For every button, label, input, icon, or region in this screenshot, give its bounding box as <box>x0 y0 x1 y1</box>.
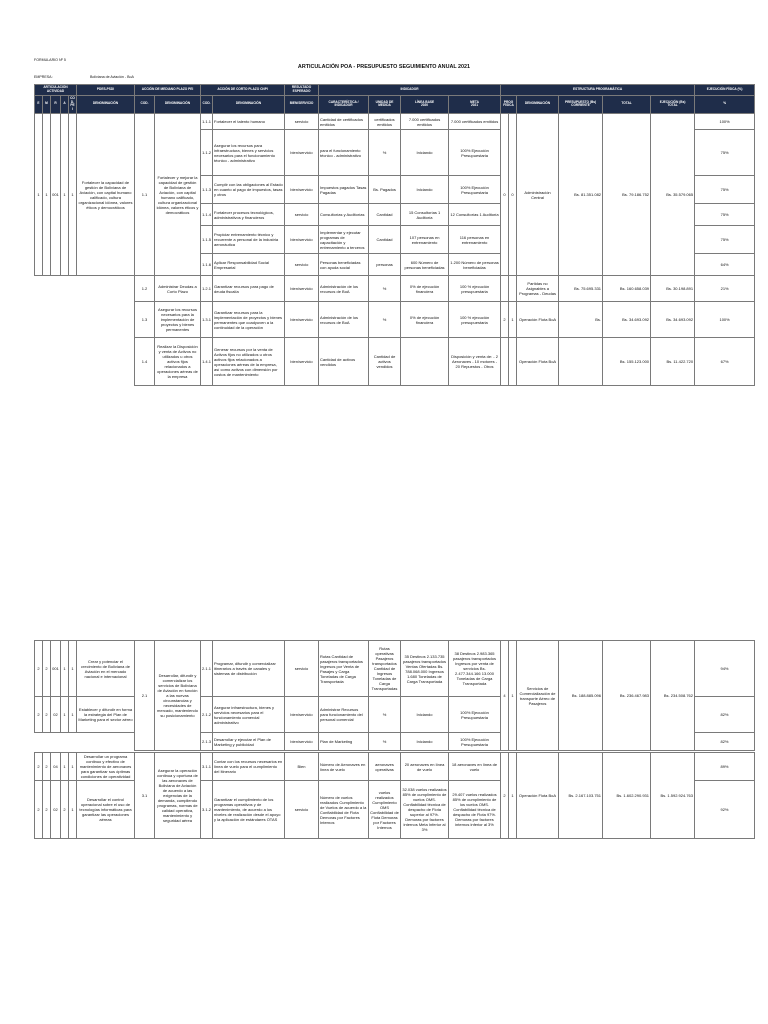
row-code: 3.1.2 <box>201 781 213 839</box>
header-col-a: A <box>61 95 69 113</box>
row-tipo: bien/servicio <box>285 733 319 751</box>
row-ind: Administrar Recursos para funcionamiento del personal comercial <box>319 697 369 733</box>
row-code: 1.1.3 <box>201 176 213 204</box>
prog-corriente-1: Bs. 81.351.082 <box>559 114 603 276</box>
row-code: 1.3.1 <box>201 302 213 338</box>
row-base: Iniciando <box>401 697 449 733</box>
row-tipo: bien/servicio <box>285 338 319 386</box>
row-meta: 29.407 vuelos realizados 85% de cumplimiento de los vuelos OMS. Confiabilidad técnica de despacho de Flota 97%. Demoras por factores internos inferior al 3% <box>449 781 501 839</box>
row-ind: Impuestos pagados Tasas Pagadas <box>319 176 369 204</box>
row-pct: 94% <box>695 641 755 697</box>
prog-ejec-4: Bs. 11.422.720 <box>651 338 695 386</box>
row-pct: 75% <box>695 204 755 226</box>
art-cell-pei: 1 <box>69 114 77 276</box>
pei-desc-1: Fortalecer y mejorar la capacidad de gestión de Boliviana de Aviación, con capital humano calificado, cultura organizacional idónea, valores éticos y democráticos <box>155 114 201 276</box>
row-code: 1.2.1 <box>201 276 213 302</box>
prog-b: 1 <box>509 641 517 751</box>
row-desc: Contar con los recursos necesarios en línea de vuelo para el cumplimiento del Itinerario <box>213 753 285 781</box>
prog-total-3: Bs. 34.693.092 <box>603 302 651 338</box>
pei-desc-3: Asegurar los recursos necesarios para la implementación de proyectos y bienes permanentes <box>155 302 201 338</box>
art-cell-r: 001 <box>51 114 61 276</box>
row-pct: 67% <box>695 338 755 386</box>
row-base: 0% de ejecución financiera <box>401 276 449 302</box>
row-ind: Número de vuelos realizados Cumplimiento de Vuelos de acuerdo a la Confiabilidad de Flota Demoras por Factores Internos <box>319 781 369 839</box>
pei-desc: Asegurar la operación continua y oportuna de las aeronaves de Boliviana de Aviación de acuerdo a las exigencias de la demanda, cumpliendo programas, normas de calidad operativa, mantenimiento y seguridad aérea <box>155 753 201 839</box>
prog-a-1: 0 <box>501 114 509 276</box>
header-denominacion-1: DENOMINACIÓN <box>77 95 135 113</box>
row-meta: Disposición y venta de: - 2 Aeronaves - 10 motores - 20 Repuestos - Otros <box>449 338 501 386</box>
row-meta: 100% Ejecución Presupuestaria <box>449 733 501 751</box>
row-ind: Número de Aeronaves en línea de vuelo <box>319 753 369 781</box>
header-col-m: M <box>43 95 51 113</box>
row-unidad: certificados emitidos <box>369 114 401 130</box>
row-meta: 1.200 Número de personas beneficiadas <box>449 254 501 276</box>
row-tipo: servicio <box>285 114 319 130</box>
row-code: 1.1.6 <box>201 254 213 276</box>
art-cell: 2 <box>35 641 43 697</box>
row-unidad: Bs. Pagados <box>369 176 401 204</box>
row-pct: 82% <box>695 697 755 733</box>
row-desc: Asegurar los recursos para infraestructura, bienes y servicios necesarios para el funcionamiento técnico - administrativo <box>213 130 285 176</box>
art-cell: 001 <box>51 641 61 697</box>
prog-total-1: Bs. 79.186.752 <box>603 114 651 276</box>
row-meta: 100% Ejecución Presupuestaria <box>449 130 501 176</box>
pei-code: 2.1 <box>135 641 155 751</box>
row-unidad: % <box>369 130 401 176</box>
art-cell: 02 <box>51 781 61 839</box>
row-meta: 100% Ejecución Presupuestaria <box>449 697 501 733</box>
art-cell: 2 <box>43 697 51 733</box>
page-title: ARTICULACIÓN POA - PRESUPUESTO SEGUIMIENTO ANUAL 2021 <box>297 64 471 70</box>
row-base: 7.000 certificados emitidos <box>401 114 449 130</box>
row-code: 1.1.2 <box>201 130 213 176</box>
row-meta: 100 % ejecución presupuestaria <box>449 302 501 338</box>
entity-value: Boliviana de Aviación - BoA <box>90 75 134 79</box>
row-tipo: servicio <box>285 781 319 839</box>
form-code: FORMULARIO Nº 5 <box>34 58 66 62</box>
prog-ejec: Bs. 234.508.762 <box>651 641 695 751</box>
spacer-cell <box>35 276 135 302</box>
row-desc: Programar, difundir y comercializar itinerarios a través de canales y sistemas de distribución <box>213 641 285 697</box>
pei-desc-2: Administrar Deudas a Corto Plazo <box>155 276 201 302</box>
prog-corriente: Bs. 188.885.096 <box>559 641 603 751</box>
art-cell: 04 <box>51 753 61 781</box>
row-meta: 100 % ejecución presupuestaria <box>449 276 501 302</box>
row-desc: Fortalecer el talento humano <box>213 114 285 130</box>
row-code: 1.1.4 <box>201 204 213 226</box>
row-desc: Garantizar el cumplimiento de los programas operativos y de mantenimiento, de acuerdo a los niveles de realización desde el apoyo y la aplicación de estándares OTAS <box>213 781 285 839</box>
row-base: Iniciando <box>401 130 449 176</box>
prog-a-3: 2 <box>501 302 509 338</box>
row-desc: Asegurar infraestructura, bienes y servicios necesarios para el funcionamiento comercial administrativo <box>213 697 285 733</box>
pei-code-3: 1.3 <box>135 302 155 338</box>
header-col-e: E <box>35 95 43 113</box>
prog-a-2 <box>501 276 509 302</box>
row-desc: Garantizar recursos para la implementación de proyectos y bienes permanentes que coadyuven a la continuidad de la operación <box>213 302 285 338</box>
art-cell: 1 <box>69 781 77 839</box>
row-pct: 89% <box>695 753 755 781</box>
header-articulacion: ARTICULACIÓN ACTIVIDAD <box>35 85 77 96</box>
row-unidad: % <box>369 302 401 338</box>
row-unidad: % <box>369 276 401 302</box>
poa-table-top <box>34 84 755 386</box>
row-pct: 92% <box>695 781 755 839</box>
row-meta: 38 Destinos 2.983.365 pasajeros transportados Ingresos por venta de servicios Bs. 2.477.344.166 13.000 Toneladas de Carga Transportada <box>449 641 501 697</box>
row-unidad: vuelos realizados Cumplimiento OMS Confiabilidad de Flota Demoras por Factores Internos <box>369 781 401 839</box>
prog-total-2: Bs. 160.658.039 <box>603 276 651 302</box>
header-indicador: INDICADOR <box>319 85 501 96</box>
row-pct: 100% <box>695 302 755 338</box>
row-tipo: Bien <box>285 753 319 781</box>
header-ind-unidad: UNIDAD DE MEDIDA <box>369 95 401 113</box>
row-base: Iniciando <box>401 733 449 751</box>
art-cell-a: 1 <box>61 114 69 276</box>
row-desc: Aplicar Responsabilidad Social Empresarial <box>213 254 285 276</box>
prog-name-2: Partidas no Asignables a Programas - Deudas <box>517 276 559 302</box>
header-pct: % <box>695 95 755 113</box>
row-base: 107 personas en entrenamiento <box>401 226 449 254</box>
header-ejecucion: EJECUCIÓN FÍSICA (%) <box>695 85 755 96</box>
row-base: 600 Número de personas beneficiadas <box>401 254 449 276</box>
row-code: 2.1.3 <box>201 733 213 751</box>
prog-total: Bs. 1.602.290.931 <box>603 753 651 839</box>
row-code: 1.1.5 <box>201 226 213 254</box>
art-cell: 02 <box>51 697 61 733</box>
prog-total: Bs. 236.467.983 <box>603 641 651 751</box>
art-cell: 2 <box>43 753 51 781</box>
row-code: 2.1.2 <box>201 697 213 733</box>
row-desc: Propiciar entrenamiento técnico y recurrente a personal de la industria aeronáutica <box>213 226 285 254</box>
art-description: Desarrollar el control operacional sobre el uso de tecnologías informáticas para garantizar las operaciones aéreas <box>77 781 135 839</box>
row-tipo: bien/servicio <box>285 226 319 254</box>
prog-corriente-3: Bs. <box>559 302 603 338</box>
row-tipo: servicio <box>285 204 319 226</box>
pei-code-4: 1.4 <box>135 338 155 386</box>
row-ind: Consultorías y Auditorías <box>319 204 369 226</box>
row-desc: Fortalecer procesos tecnológicos, administrativos y financieros <box>213 204 285 226</box>
art-cell: 1 <box>61 641 69 697</box>
header-corriente: PRESUPUESTO (Bs) CORRIENTE <box>559 95 603 113</box>
header-estructura: ESTRUCTURA PROGRAMÁTICA <box>501 85 695 96</box>
prog-ejec-3: Bs. 34.693.092 <box>651 302 695 338</box>
art-cell: 1 <box>69 641 77 697</box>
art-description: Desarrollar un programa continuo y efectivo de mantenimiento de aeronaves para garantizar sus óptimas condiciones de operatividad <box>77 753 135 781</box>
row-code: 3.1.1 <box>201 753 213 781</box>
row-pct: 82% <box>695 733 755 751</box>
prog-a: 4 <box>501 641 509 751</box>
pei-code: 3.1 <box>135 753 155 839</box>
row-tipo: servicio <box>285 254 319 276</box>
row-ind: Plan de Marketing <box>319 733 369 751</box>
row-tipo: bien/servicio <box>285 276 319 302</box>
prog-b-4 <box>509 338 517 386</box>
row-base: Iniciando <box>401 176 449 204</box>
header-denom-prog: DENOMINACIÓN <box>517 95 559 113</box>
row-base <box>401 338 449 386</box>
row-ind: para el funcionamiento técnico - administrativo <box>319 130 369 176</box>
prog-corriente: Bs. 2.167.103.751 <box>559 753 603 839</box>
row-meta: 18 aeronaves en línea de vuelo <box>449 753 501 781</box>
prog-ejec-2: Bs. 30.198.891 <box>651 276 695 302</box>
row-ind: Implementar y ejecutar programas de capacitación y entrenamiento a terceros <box>319 226 369 254</box>
row-base: 20 aeronaves en línea de vuelo <box>401 753 449 781</box>
spacer-cell <box>35 338 135 386</box>
art-description: Fortalecer la capacidad de gestión de Boliviana de Aviación, con capital humano calificado, cultura organizacional idónea, valores éticos y democráticos <box>77 114 135 276</box>
prog-b: 1 <box>509 753 517 839</box>
art-cell: 2 <box>35 697 43 733</box>
row-base: 15 Consultorías 1 Auditoría <box>401 204 449 226</box>
prog-total-4: Bs. 155.123.000 <box>603 338 651 386</box>
row-base: 35 Destinos 2.133.735 pasajeros transportados Ventas Ofertadas Bs. 788.068.000 Ingresos 1.680 Toneladas de Carga Transportada <box>401 641 449 697</box>
art-cell: 2 <box>35 781 43 839</box>
pei-code-2: 1.2 <box>135 276 155 302</box>
prog-name-3: Operación Flota BoA <box>517 302 559 338</box>
row-meta: 100% Ejecución Presupuestaria <box>449 176 501 204</box>
header-meta: META 2021 <box>449 95 501 113</box>
row-unidad: % <box>369 733 401 751</box>
art-cell: 1 <box>69 753 77 781</box>
art-description: Crear y potenciar el crecimiento de Boliviana de Aviación en el mercado nacional e internacional <box>77 641 135 697</box>
header-tipo: BIEN/SERVICIO <box>285 95 319 113</box>
art-cell: 1 <box>61 753 69 781</box>
row-base: 32.038 vuelos realizados 85% de cumplimiento de vuelos OMS. Confiabilidad técnica de despacho de Flota superior al 97%. Demoras por factores internos Meta Inferior al 3% <box>401 781 449 839</box>
header-ind-desc: CARACTERÍSTICA / INDICADOR <box>319 95 369 113</box>
entity-label: EMPRESA: <box>34 75 53 79</box>
header-prog-fisica: PROG FÍSICA <box>501 95 517 113</box>
prog-a-4 <box>501 338 509 386</box>
art-description: Establecer y difundir en forma la estrategia del Plan de Marketing para el sector aéreo <box>77 697 135 733</box>
row-desc: Garantizar recursos para pago de deuda fiscalía <box>213 276 285 302</box>
art-cell: 2 <box>35 753 43 781</box>
prog-ejec-1: Bs. 35.579.065 <box>651 114 695 276</box>
spacer-cell <box>35 302 135 338</box>
poa-table-mid <box>34 640 755 751</box>
row-unidad: % <box>369 697 401 733</box>
row-pct: 64% <box>695 254 755 276</box>
row-tipo: servicio <box>285 641 319 697</box>
prog-name-1: Administración Central <box>517 114 559 276</box>
prog-corriente-4 <box>559 338 603 386</box>
header-cod-1: COD. <box>135 95 155 113</box>
header-resultado: RESULTADO ESPERADO <box>285 85 319 96</box>
header-accion-corto: ACCIÓN DE CORTO PLAZO CNPI <box>201 85 285 96</box>
prog-ejec: Bs. 1.592.924.763 <box>651 753 695 839</box>
row-tipo: bien/servicio <box>285 697 319 733</box>
row-ind: Administración de los recursos de BoA <box>319 276 369 302</box>
prog-name: Operación Flota BoA <box>517 753 559 839</box>
row-unidad: Cantidad <box>369 204 401 226</box>
header-pdes: PDES-PSDI <box>77 85 135 96</box>
row-tipo: bien/servicio <box>285 176 319 204</box>
row-meta: 7.000 certificados emitidos <box>449 114 501 130</box>
art-cell: 2 <box>43 641 51 697</box>
header-denominacion-3: DENOMINACIÓN <box>213 95 285 113</box>
row-base: 0% de ejecución financiera <box>401 302 449 338</box>
row-pct: 75% <box>695 226 755 254</box>
pei-desc: Desarrollar, difundir y comercializar los servicios de Boliviana de Aviación en función a las nuevas circunstancias y necesidades de mercado, manteniendo su posicionamiento <box>155 641 201 751</box>
row-tipo: bien/servicio <box>285 130 319 176</box>
header-denominacion-2: DENOMINACIÓN <box>155 95 201 113</box>
art-cell-m: 1 <box>43 114 51 276</box>
header-cod-2: COD. <box>201 95 213 113</box>
row-ind: Administración de los recursos de BoA <box>319 302 369 338</box>
row-tipo: bien/servicio <box>285 302 319 338</box>
header-ejec-presup: EJECUCIÓN (Bs) TOTAL <box>651 95 695 113</box>
row-pct: 75% <box>695 130 755 176</box>
row-pct: 21% <box>695 276 755 302</box>
header-cod-pei: COD. PEI <box>69 95 77 113</box>
header-linea-base: LÍNEA BASE 2020 <box>401 95 449 113</box>
prog-corriente-2: Bs. 75.695.331 <box>559 276 603 302</box>
prog-b-3: 1 <box>509 302 517 338</box>
art-cell: 2 <box>43 781 51 839</box>
prog-b-2 <box>509 276 517 302</box>
row-unidad: aeronaves operativas <box>369 753 401 781</box>
row-code: 2.1.1 <box>201 641 213 697</box>
spacer-cell <box>35 733 135 751</box>
prog-b-1: 0 <box>509 114 517 276</box>
art-cell: 2 <box>61 781 69 839</box>
row-desc: Generar recursos por la venta de Activos fijos no utilizados u otros activos fijos relacionados a operaciones aéreas de la empresa, así como activos con dimensión por costos de mantenimiento <box>213 338 285 386</box>
row-ind: Cantidad de activos vendidos <box>319 338 369 386</box>
row-pct: 75% <box>695 176 755 204</box>
row-code: 1.1.1 <box>201 114 213 130</box>
art-cell: 1 <box>69 697 77 733</box>
row-unidad: Cantidad de activos vendidos <box>369 338 401 386</box>
row-unidad: Cantidad <box>369 226 401 254</box>
row-code: 1.4.1 <box>201 338 213 386</box>
row-ind: Rutas Cantidad de pasajeros transportados Ingresos por Venta de Pasajes y Carga Toneladas de Carga Transportada <box>319 641 369 697</box>
row-ind: Personas beneficiadas con ayuda social <box>319 254 369 276</box>
prog-a: 2 <box>501 753 509 839</box>
row-meta: 12 Consultorías 1 Auditoría <box>449 204 501 226</box>
header-total: TOTAL <box>603 95 651 113</box>
row-ind: Cantidad de certificados emitidos <box>319 114 369 130</box>
header-col-r: R <box>51 95 61 113</box>
art-cell-e: 1 <box>35 114 43 276</box>
row-pct: 100% <box>695 114 755 130</box>
row-desc: Desarrollar y ejecutar el Plan de Marketing y publicidad <box>213 733 285 751</box>
prog-name: Servicios de Comercialización de transporte Aéreo de Pasajeros <box>517 641 559 751</box>
header-accion-mediano: ACCIÓN DE MEDIANO PLAZO PEI <box>135 85 201 96</box>
row-meta: 116 personas en entrenamiento <box>449 226 501 254</box>
pei-desc-4: Realizar la Disposición y venta de Activos no utilizados u otros activos fijos relacionados a operaciones aéreas de la empresa <box>155 338 201 386</box>
row-desc: Cumplir con las obligaciones al Estado en cuanto al pago de impuestos, tasas y otros <box>213 176 285 204</box>
prog-name-4: Operación Flota BoA <box>517 338 559 386</box>
art-cell: 1 <box>61 697 69 733</box>
poa-table-bottom <box>34 752 755 839</box>
row-unidad: Rutas operativas Pasajeros transportados Cantidad de Ingresos Toneladas de Carga Transportadas <box>369 641 401 697</box>
pei-code-1: 1.1 <box>135 114 155 276</box>
row-unidad: personas <box>369 254 401 276</box>
